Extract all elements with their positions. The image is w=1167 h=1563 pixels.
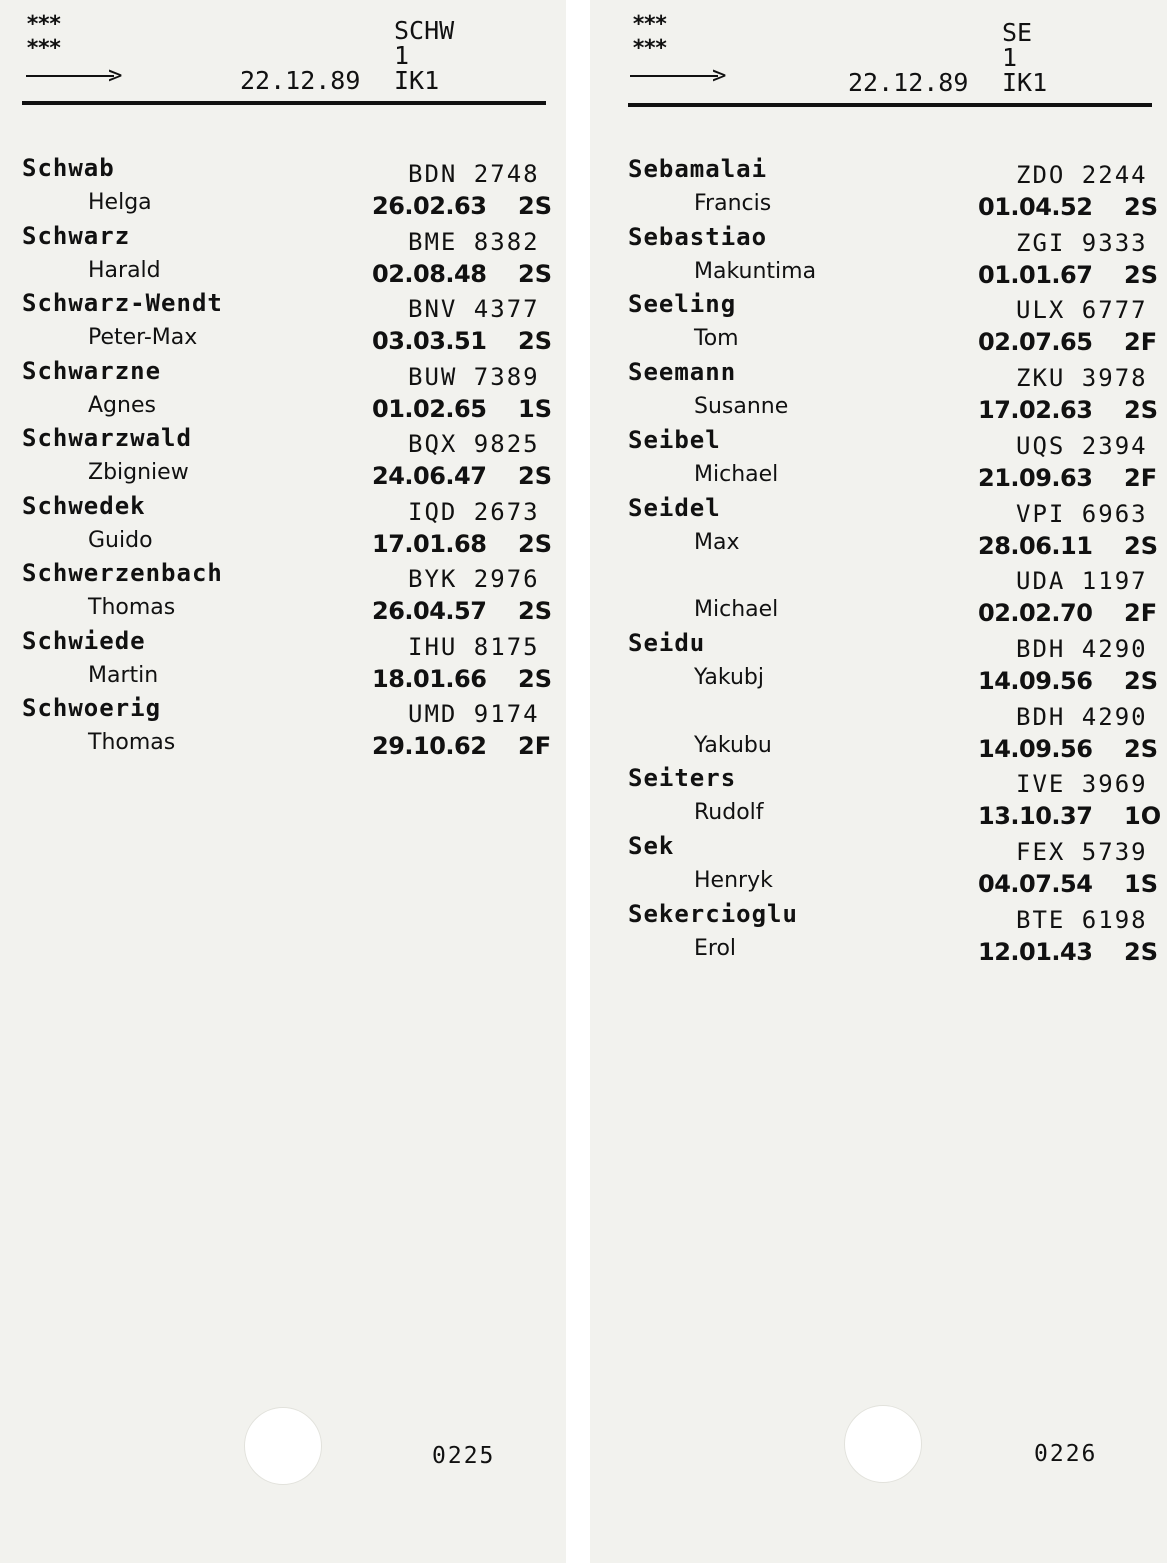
entry-surname: Sek [628, 832, 675, 860]
entry-given: Peter-Max [88, 325, 198, 350]
entry-given: Zbigniew [88, 460, 189, 485]
entry-surname: Sebastiao [628, 222, 768, 251]
entry-given: Thomas [88, 730, 176, 755]
entry-given: Max [694, 529, 740, 555]
entry-code: BDH 4290 [1016, 634, 1148, 663]
entry-given: Makuntima [694, 258, 817, 284]
entry-dob: 02.07.65 [978, 328, 1093, 357]
punch-hole [244, 1407, 322, 1485]
punch-hole [844, 1405, 922, 1483]
card-code-line-2: 1 [1002, 43, 1018, 72]
entry-code: VPI 6963 [1016, 499, 1148, 528]
entry-class: 2S [1124, 937, 1158, 966]
arrow-icon: > [108, 61, 123, 89]
entry-code: IQD 2673 [408, 497, 540, 526]
entry-surname: Seidel [628, 493, 721, 522]
entry-class: 1O [1124, 802, 1162, 831]
entry-surname: Schwarz-Wendt [22, 289, 223, 317]
entry-dob: 17.01.68 [372, 529, 487, 558]
entry-given: Tom [694, 326, 739, 352]
entry-surname: Schwedek [22, 491, 146, 520]
page-number: 0226 [1034, 1441, 1098, 1467]
entry-dob: 24.06.47 [372, 462, 487, 490]
card-date: 22.12.89 [848, 68, 969, 97]
entry-code: UMD 9174 [408, 700, 540, 728]
entry-class: 1S [518, 394, 552, 423]
entry-code: UDA 1197 [1016, 567, 1148, 596]
entry-given: Michael [694, 597, 779, 623]
entry-dob: 12.01.43 [978, 937, 1093, 966]
entry-class: 2S [518, 597, 552, 625]
entry-class: 2S [518, 259, 552, 288]
entry-class: 2S [1124, 396, 1158, 425]
entry-dob: 29.10.62 [372, 732, 487, 760]
entry-code: BDN 2748 [408, 160, 540, 188]
entry-code: BYK 2976 [408, 565, 540, 593]
entry-class: 2S [1124, 260, 1158, 289]
card-code-line-3: IK1 [1002, 68, 1048, 97]
entry-code: ZKU 3978 [1016, 364, 1148, 393]
entry-surname: Schwarz [22, 221, 131, 250]
entry-class: 2S [1124, 531, 1158, 560]
entry-dob: 18.01.66 [372, 664, 487, 693]
entry-class: 1S [1124, 870, 1158, 898]
index-card-left [0, 0, 566, 1563]
entry-surname: Seeling [628, 290, 737, 319]
entry-surname: Seidu [628, 628, 706, 657]
entry-dob: 26.02.63 [372, 192, 487, 220]
entry-given: Agnes [88, 392, 156, 418]
stars-line-1: *** [26, 12, 60, 37]
entry-surname: Seemann [628, 358, 737, 387]
entry-surname: Schwab [22, 154, 115, 182]
entry-class: 2S [518, 664, 552, 693]
entry-code: BTE 6198 [1016, 905, 1148, 934]
entry-class: 2F [518, 732, 552, 760]
page-number: 0225 [432, 1443, 496, 1469]
entry-dob: 01.04.52 [978, 193, 1093, 221]
entry-dob: 04.07.54 [978, 870, 1093, 898]
entry-code: UQS 2394 [1016, 431, 1148, 460]
stars-line-1: *** [632, 12, 666, 37]
entry-dob: 02.08.48 [372, 259, 487, 288]
stars-line-2: *** [26, 36, 60, 61]
entry-given: Francis [694, 191, 772, 216]
header-rule [22, 101, 546, 105]
card-code-line-3: IK1 [394, 66, 440, 95]
entry-code: BDH 4290 [1016, 702, 1148, 731]
entry-surname: Schwiede [22, 626, 146, 655]
card-date: 22.12.89 [240, 66, 361, 95]
entry-dob: 13.10.37 [978, 802, 1093, 831]
entry-dob: 02.02.70 [978, 599, 1093, 628]
entry-given: Helga [88, 190, 152, 215]
entry-dob: 21.09.63 [978, 463, 1093, 492]
entry-code: ZDO 2244 [1016, 161, 1148, 189]
entry-dob: 17.02.63 [978, 396, 1093, 425]
entry-code: ZGI 9333 [1016, 228, 1148, 257]
entry-code: ULX 6777 [1016, 296, 1148, 325]
card-code-line-2: 1 [394, 41, 410, 70]
entry-class: 2S [1124, 193, 1158, 221]
entry-class: 2S [518, 192, 552, 220]
entry-surname: Schwerzenbach [22, 559, 223, 587]
entry-code: IVE 3969 [1016, 770, 1148, 799]
entry-dob: 14.09.56 [978, 734, 1093, 763]
entry-surname: Schwarzne [22, 356, 162, 385]
entry-code: BQX 9825 [408, 430, 540, 458]
card-gap [566, 0, 590, 1563]
entry-class: 2F [1124, 463, 1158, 492]
arrow-icon: > [712, 61, 727, 89]
entry-given: Erol [694, 935, 737, 961]
entry-class: 2F [1124, 328, 1158, 357]
entry-class: 2S [1124, 666, 1158, 695]
entry-given: Thomas [88, 595, 176, 620]
entry-surname: Schwoerig [22, 694, 162, 722]
entry-code: FEX 5739 [1016, 838, 1148, 866]
card-code-line-1: SE [1002, 18, 1033, 47]
entry-given: Guido [88, 527, 153, 553]
header-rule [628, 103, 1152, 107]
entry-dob: 01.01.67 [978, 260, 1093, 289]
entry-given: Michael [694, 461, 779, 487]
entry-class: 2S [518, 327, 552, 355]
entry-class: 2S [518, 529, 552, 558]
entry-given: Rudolf [694, 800, 764, 826]
stars-line-2: *** [632, 36, 666, 61]
entry-class: 2S [1124, 734, 1158, 763]
entry-code: BNV 4377 [408, 295, 540, 323]
entry-given: Susanne [694, 394, 789, 420]
arrow-shaft [630, 75, 718, 77]
entry-given: Yakubj [694, 664, 764, 690]
entry-class: 2S [518, 462, 552, 490]
entry-surname: Sekercioglu [628, 899, 798, 928]
index-card-right [590, 0, 1167, 1563]
entry-surname: Seibel [628, 425, 721, 454]
entry-class: 2F [1124, 599, 1158, 628]
entry-dob: 14.09.56 [978, 666, 1093, 695]
entry-code: BME 8382 [408, 227, 540, 256]
entry-code: BUW 7389 [408, 362, 540, 391]
entry-surname: Schwarzwald [22, 424, 192, 452]
entry-dob: 28.06.11 [978, 531, 1093, 560]
entry-code: IHU 8175 [408, 632, 540, 661]
entry-given: Martin [88, 662, 159, 688]
card-code-line-1: SCHW [394, 16, 455, 45]
entry-dob: 26.04.57 [372, 597, 487, 625]
entry-dob: 01.02.65 [372, 394, 487, 423]
entry-surname: Sebamalai [628, 155, 768, 183]
entry-given: Yakubu [694, 732, 772, 758]
arrow-shaft [26, 75, 114, 77]
entry-given: Harald [88, 257, 161, 283]
entry-surname: Seiters [628, 764, 737, 793]
entry-given: Henryk [694, 868, 773, 893]
entry-dob: 03.03.51 [372, 327, 487, 355]
